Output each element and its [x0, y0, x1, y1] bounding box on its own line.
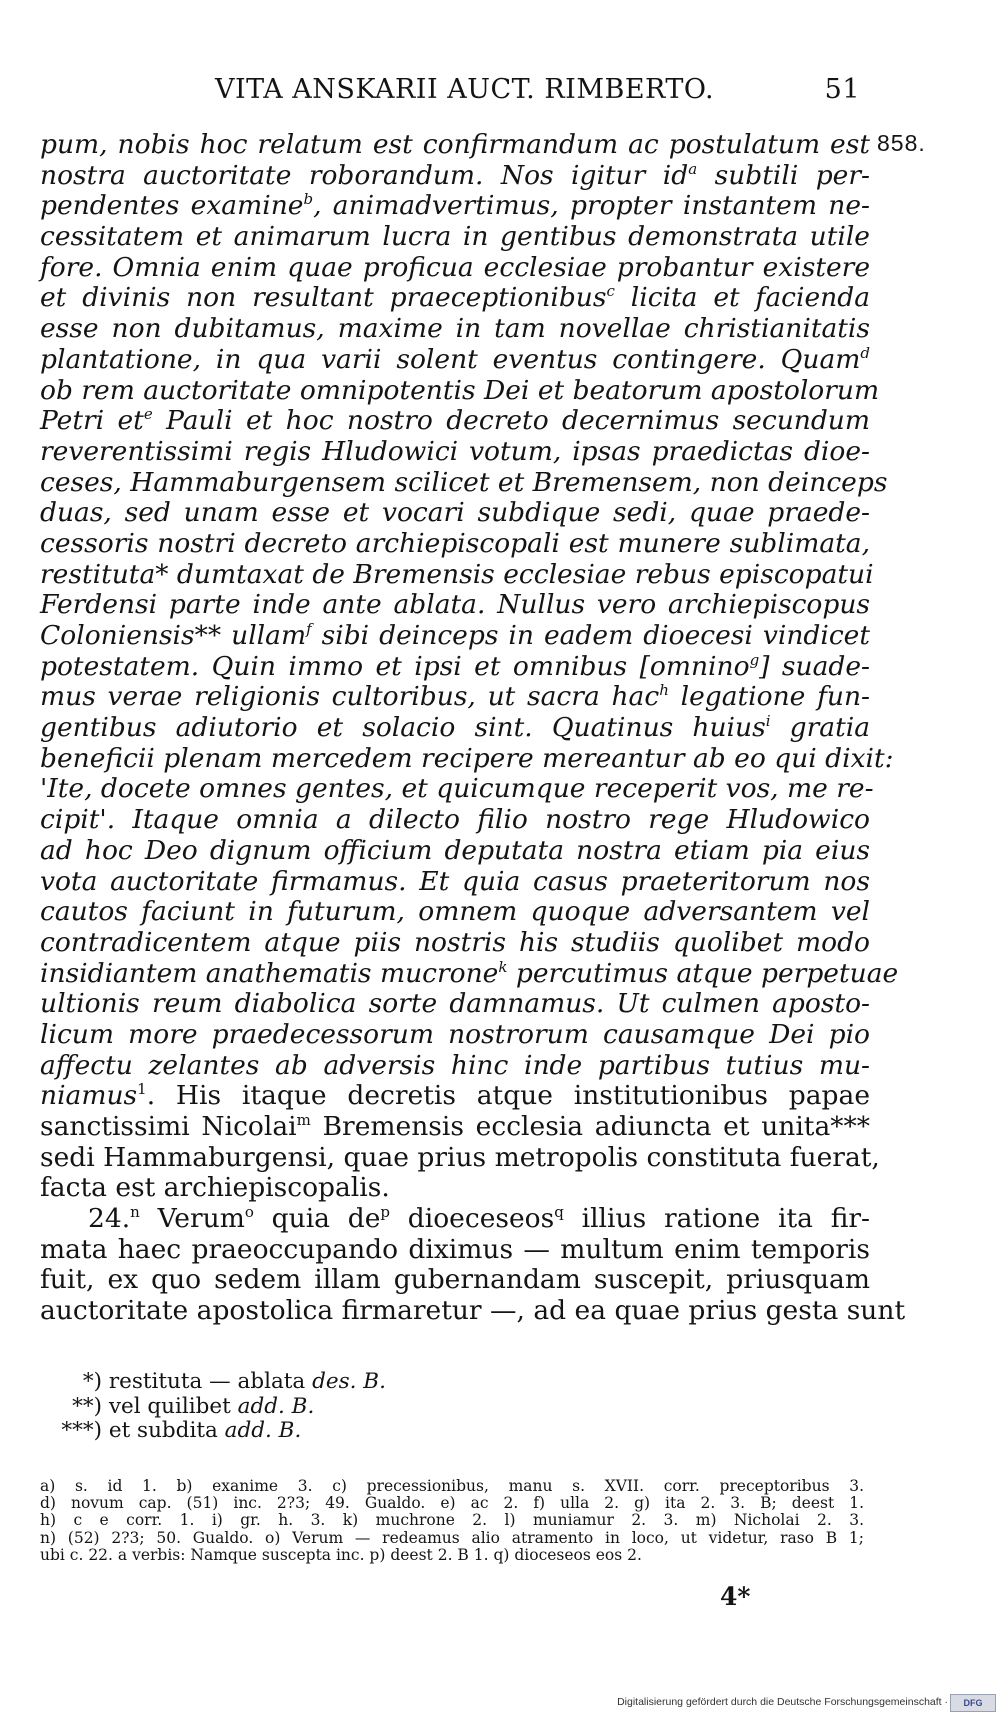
text-line: cessoris nostri decreto archiepiscopali est munere sublimata, [40, 527, 870, 559]
text-line: auctoritate apostolica firmaretur —, ad ea quae prius gesta sunt [40, 1295, 906, 1327]
variant-line: h) c e corr. 1. i) gr. h. 3. k) muchrone 2. l) muniamur 2. 3. m) Nicholai 2. 3. [40, 1511, 864, 1530]
text-line: duas, sed unam esse et vocari subdique sedi, quae praede- [40, 497, 870, 529]
star-footnotes [40, 1370, 386, 1444]
text-line: ceses, Hammaburgensem scilicet et Bremensem, non deinceps [40, 466, 888, 498]
text-line: vota auctoritate firmamus. Et quia casus praeteritorum nos [40, 865, 870, 897]
text-line: fuit, ex quo sedem illam gubernandam suscepit, priusquam [40, 1264, 870, 1296]
text-line: sanctissimi Nicolai$^m$ Bremensis ecclesia adiuncta et unita*** [40, 1111, 871, 1142]
signature-mark: 4* [720, 1582, 751, 1611]
text-line: fore. Omnia enim quae proficua ecclesiae probantur existere [40, 251, 870, 283]
text-line: niamus$^1$. His itaque decretis atque institutionibus papae [40, 1080, 870, 1112]
text-line: pendentes examine$^b$, animadvertimus, propter instantem ne- [40, 190, 870, 222]
margin-year: 858. [877, 130, 926, 156]
page-number: 51 [824, 74, 860, 105]
star-footnote: **) vel quilibet add. B. [72, 1393, 315, 1419]
text-line: 'Ite, docete omnes gentes, et quicumque receperit vos, me re- [40, 773, 874, 805]
text-line: potestatem. Quin immo et ipsi et omnibus [omnino$^g$] suade- [40, 650, 870, 682]
text-line: reverentissimi regis Hludowici votum, ipsas praedictas dioe- [40, 435, 870, 467]
variant-apparatus [40, 1478, 864, 1564]
variant-line: ubi c. 22. a verbis: Namque suscepta inc. p) deest 2. B 1. q) dioceseos eos 2. [40, 1545, 642, 1564]
text-line: Ferdensi parte inde ante ablata. Nullus vero archiepiscopus [40, 589, 870, 621]
text-line: ultionis reum diabolica sorte damnamus. Ut culmen aposto- [40, 988, 870, 1020]
text-line: sedi Hammaburgensi, quae prius metropolis constituta fuerat, [40, 1141, 880, 1173]
text-line: facta est archiepiscopalis. [40, 1172, 390, 1204]
text-line: cautos faciunt in futurum, omnem quoque adversantem vel [40, 896, 870, 928]
chapter-start-line: 24.$^n$ Verum$^o$ quia $de^p$ dioeceseos$^q$ illius ratione ita fir- [88, 1203, 870, 1235]
text-line: mata haec praeoccupando diximus — multum enim temporis [40, 1233, 870, 1265]
text-line: pum, nobis hoc relatum est confirmandum ac postulatum est [40, 129, 870, 160]
text-line: nostra auctoritate roborandum. Nos igitur $id^a$ subtili per- [40, 159, 870, 191]
text-line: cessitatem et animarum lucra in gentibus demonstrata utile [40, 221, 870, 253]
text-line: Coloniensis** ullam$^f$ sibi deinceps in eadem dioecesi vindicet [40, 620, 870, 651]
text-line: affectu zelantes ab adversis hinc inde partibus tutius mu- [40, 1049, 870, 1081]
text-line: et divinis non resultant praeceptionibus$^c$ licita et facienda [40, 282, 870, 314]
text-line: beneficii plenam mercedem recipere mereantur ab eo qui dixit: [40, 742, 894, 774]
text-line: licum more praedecessorum nostrorum causamque Dei pio [40, 1018, 870, 1050]
text-line: insidiantem anathematis mucrone$^k$ percutimus atque perpetuae [40, 957, 899, 989]
text-line: plantatione, in qua varii solent eventus contingere. Quam$^d$ [40, 343, 870, 375]
text-line: ad hoc Deo dignum officium deputata nostra etiam pia eius [40, 834, 870, 866]
star-footnote: *) restituta — ablata des. B. [82, 1369, 386, 1394]
text-line: ob rem auctoritate omnipotentis Dei et beatorum apostolorum [40, 374, 880, 406]
text-line: gentibus adiutorio et solacio sint. Quatinus huius$^i$ gratia [40, 712, 870, 744]
variant-line: n) (52) 2?3; 50. Gualdo. o) Verum — redeamus alio atramento in loco, ut videtur, raso B 1; [40, 1528, 864, 1547]
dfg-logo: DFG [950, 1694, 996, 1712]
star-footnote: ***) et subdita add. B. [61, 1418, 302, 1443]
text-line: Petri $et^e$ Pauli et hoc nostro decreto decernimus secundum [40, 405, 871, 437]
text-line: esse non dubitamus, maxime in tam novellae christianitatis [40, 313, 870, 345]
chapter-number: 24. [88, 1203, 131, 1235]
text-line: mus verae religionis cultoribus, ut sacra hac$^h$ legatione fun- [40, 681, 871, 713]
text-line: restituta* dumtaxat de Bremensis ecclesiae rebus episcopatui [40, 558, 874, 590]
text-line: cipit'. Itaque omnia a dilecto filio nostro rege Hludowico [40, 804, 870, 836]
variant-line: d) novum cap. (51) inc. 2?3; 49. Gualdo. e) ac 2. f) ulla 2. g) ita 2. 3. B; deest 1. [40, 1494, 864, 1513]
variant-line: a) s. id 1. b) exanime 3. c) precessionibus, manu s. XVII. corr. preceptoribus 3. [40, 1477, 864, 1495]
digitization-credit: Digitalisierung gefördert durch die Deutsche Forschungsgemeinschaft · [617, 1696, 948, 1708]
running-title: VITA ANSKARII AUCT. RIMBERTO. [215, 74, 715, 105]
text-line: contradicentem atque piis nostris his studiis quolibet modo [40, 926, 870, 958]
